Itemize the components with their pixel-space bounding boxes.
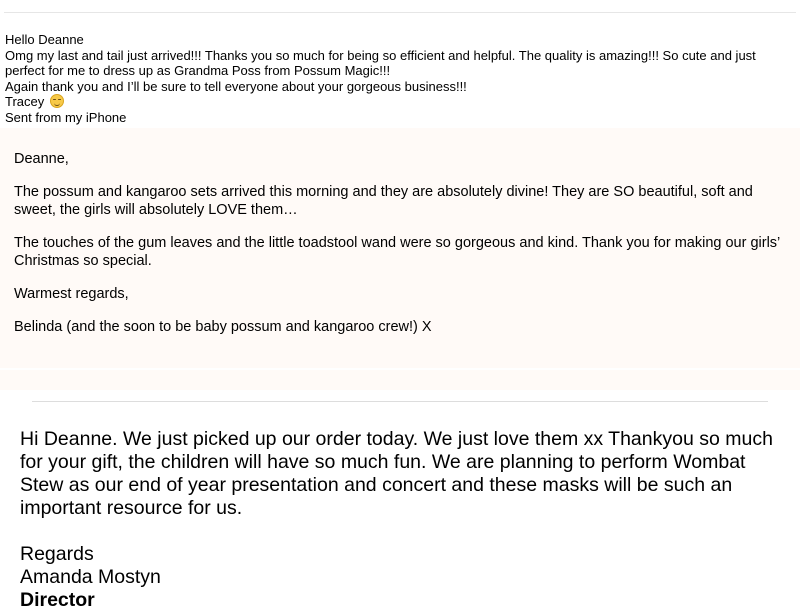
message-text: The possum and kangaroo sets arrived this morning and they are absolutely divine! They are SO beautiful, soft and sweet, the girls will absolutely LOVE them… — [14, 184, 753, 218]
message-text: Again thank you and I’ll be sure to tell everyone about your gorgeous business!!! — [5, 78, 467, 94]
message-text: The touches of the gum leaves and the little toadstool wand were so gorgeous and kind. Thank you for making our girls’ Christmas so special. — [14, 235, 780, 269]
signature-name: Tracey — [5, 94, 45, 109]
smiling-face-icon — [50, 94, 64, 108]
greeting: Hello Deanne — [5, 32, 84, 47]
divider — [4, 12, 796, 13]
separator-band — [0, 370, 800, 390]
message-text: Hi Deanne. We just picked up our order today. We just love them xx Thankyou so much for your gift, the children will have so much fun. We are planning to perform Wombat Stew as our end of year presentation and concert and these masks will be such an important resource for us. — [20, 428, 773, 519]
closing: Regards — [20, 543, 94, 565]
divider — [32, 401, 768, 402]
message-amanda — [0, 370, 800, 616]
signature: Belinda (and the soon to be baby possum and kangaroo crew!) X — [14, 319, 432, 335]
greeting: Deanne, — [14, 151, 69, 167]
message-body — [5, 32, 795, 125]
signature-title: Director — [20, 589, 95, 611]
message-text: Omg my last and tail just arrived!!! Thanks you so much for being so efficient and helpful. The quality is amazing!!! So cute and just perfect for me to dress up as Grandma Poss from Possum Magic!!! — [5, 47, 756, 78]
signature-name: Amanda Mostyn — [20, 566, 161, 588]
signature-line — [5, 94, 795, 110]
message-tracey — [0, 0, 800, 126]
message-belinda — [0, 128, 800, 368]
message-body — [20, 428, 790, 612]
mail-footer: Sent from my iPhone — [5, 109, 127, 125]
message-body — [14, 150, 794, 351]
closing: Warmest regards, — [14, 286, 129, 302]
